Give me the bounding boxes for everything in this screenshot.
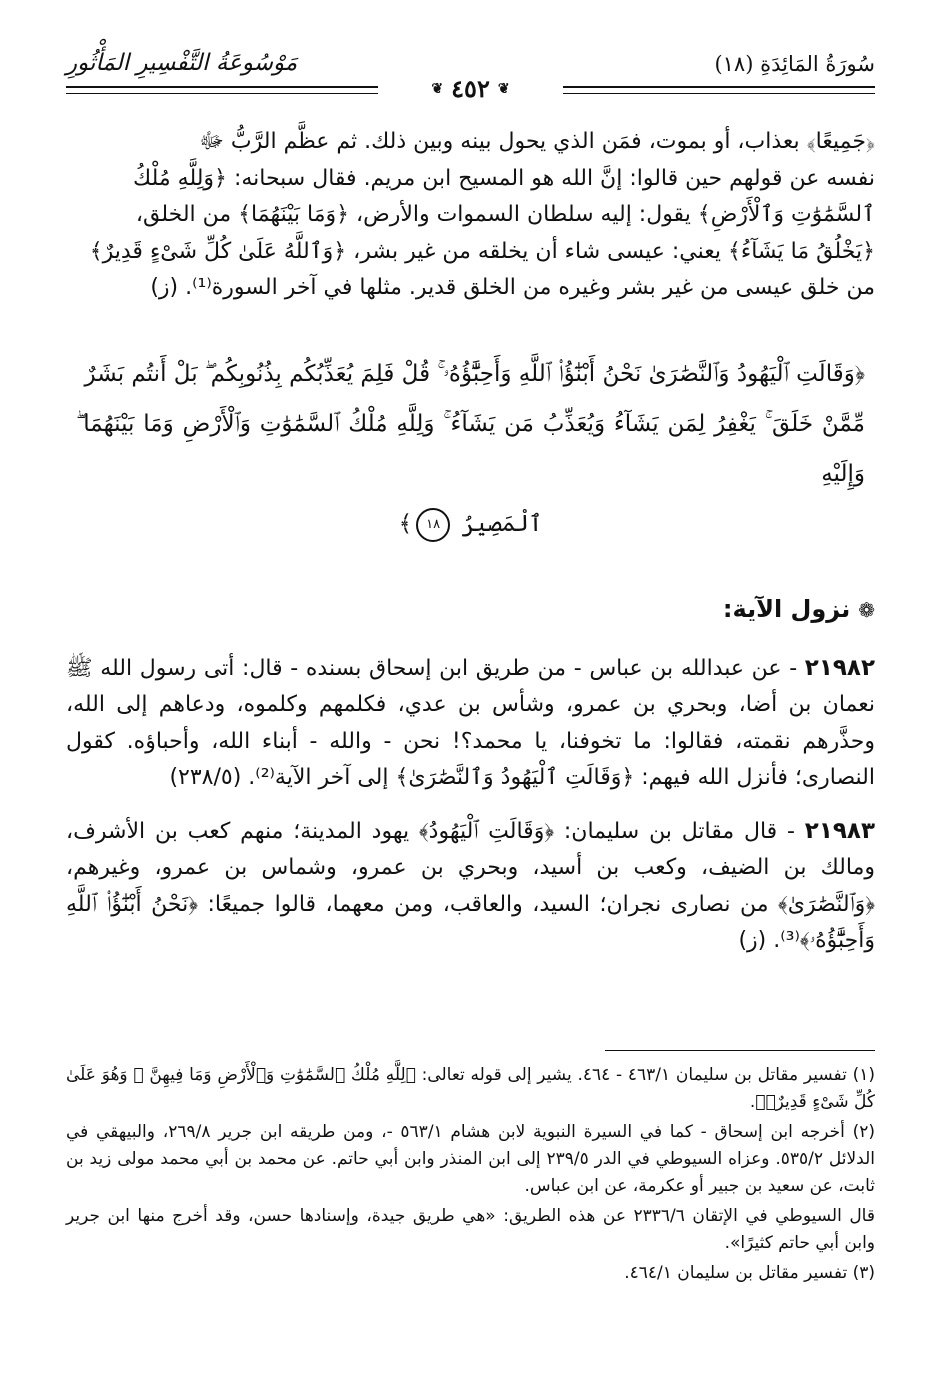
footnote-divider — [605, 1050, 875, 1051]
ornament-icon: ❦ — [497, 80, 510, 97]
entry-number: ٢١٩٨٣ — [804, 817, 875, 844]
footnote: قال السيوطي في الإتقان ٢٣٣٦/٦ عن هذه الطريق: «هي طريق جيدة، وإسنادها حسن، وقد أخرج منها ابن جرير وابن أبي حاتم كثيرًا». — [66, 1206, 875, 1253]
verse-line: ٱلْمَصِيرُ — [461, 510, 543, 537]
page-number-group — [431, 74, 509, 103]
footnotes — [66, 1062, 875, 1290]
text-line: نفسه عن قولهم حين قالوا: إنَّ الله هو المسيح ابن مريم. فقال سبحانه: ﴿وَلِلَّهِ مُلْكُ — [133, 165, 875, 191]
text-line: ٱلسَّمَٰوَٰتِ وَٱلْأَرْضِ﴾ يقول: إليه سلطان السموات والأرض، ﴿وَمَا بَيْنَهُمَا﴾ من الخلق، — [135, 202, 875, 227]
footnote: (١) تفسير مقاتل بن سليمان ٤٦٣/١ - ٤٦٤. يشير إلى قوله تعالى: ﴿لِلَّهِ مُلْكُ ٱلسَّمَٰوَٰتِ وَٱلْأَرْضِ وَمَا فِيهِنَّ ۚ وَهُوَ عَلَىٰ كُلِّ شَىْءٍ قَدِيرٌۢ﴾. — [66, 1065, 875, 1112]
verse-line: مِّمَّنْ خَلَقَ ۚ يَغْفِرُ لِمَن يَشَآءُ وَيُعَذِّبُ مَن يَشَآءُ ۚ وَلِلَّهِ مُلْكُ ٱلسَّمَٰوَٰتِ وَٱلْأَرْضِ وَمَا بَيْنَهُمَا ۖ وَإِلَيْهِ — [76, 410, 865, 487]
surah-title: سُورَةُ المَائِدَةِ (١٨) — [714, 52, 875, 76]
header-rule-left — [66, 86, 378, 94]
section-heading-text: نزول الآية: — [722, 594, 851, 623]
narration-entry — [66, 650, 875, 797]
text-line: من خلق عيسى من غير بشر وغيره من الخلق قدير. مثلها في آخر السورة⁽¹⁾. (ز) — [150, 275, 875, 300]
book-title: مَوْسُوعَةُ التَّفْسِيرِ المَأْثُورِ — [66, 50, 298, 76]
main-content — [66, 124, 875, 960]
entry-number: ٢١٩٨٢ — [804, 654, 875, 681]
text-line: ﴿جَمِيعًا﴾ بعذاب، أو بموت، فمَن الذي يحول بينه وبين ذلك. ثم عظَّم الرَّبُّ ﷻ — [199, 129, 875, 154]
narration-entry — [66, 813, 875, 960]
verse-end-line — [76, 499, 865, 549]
header-rule-right — [563, 86, 875, 94]
entry-text: - قال مقاتل بن سليمان: ﴿وَقَالَتِ ٱلْيَهُودُ﴾ يهود المدينة؛ منهم كعب بن الأشرف، ومالك بن الضيف، وكعب بن أسيد، وبحري بن عمرو، وشماس بن عمرو، وغيرهم، ﴿وَٱلنَّصَٰرَىٰ﴾ من نصارى نجران؛ السيد، والعاقب، ومن معهما، قالوا جميعًا: ﴿نَحْنُ أَبْنَٰٓؤُا۟ ٱللَّهِ وَأَحِبَّٰٓؤُهُۥ﴾⁽³⁾. (ز) — [66, 818, 875, 953]
section-heading — [66, 589, 875, 630]
verse-close-bracket: ﴾ — [398, 510, 413, 537]
footnote: (٢) أخرجه ابن إسحاق - كما في السيرة النبوية لابن هشام ٥٦٣/١ -، ومن طريقه ابن جرير ٢٦٩/٨، والبيهقي في الدلائل ٥٣٥/٢. وعزاه السيوطي في الدر ٢٣٩/٥ إلى ابن المنذر وابن أبي حاتم. عن محمد بن أبي محمد مولى زيد بن ثابت، عن سعيد بن جبير أو عكرمة، عن ابن عباس. — [66, 1122, 875, 1196]
page-number: ٤٥٢ — [451, 74, 490, 103]
entry-text: - عن عبدالله بن عباس - من طريق ابن إسحاق بسنده - قال: أتى رسول الله ﷺ نعمان بن أضا، وبحري بن عمرو، وشأس بن عدي، فكلمهم وكلموه، ودعاهم إلى الله، وحذَّرهم نقمته، فقالوا: ما تخوفنا، يا محمد؟! نحن - والله - أبناء الله، وأحباؤه. كقول النصارى؛ فأنزل الله فيهم: ﴿وَقَالَتِ ٱلْيَهُودُ وَٱلنَّصَٰرَىٰ﴾ إلى آخر الآية⁽²⁾. (٢٣٨/٥) — [66, 655, 875, 790]
flower-icon: ❁ — [858, 597, 875, 622]
footnote: (٣) تفسير مقاتل بن سليمان ٤٦٤/١. — [624, 1263, 875, 1283]
text-line: ﴿يَخْلُقُ مَا يَشَآءُ﴾ يعني: عيسى شاء أن يخلقه من غير بشر، ﴿وَٱللَّهُ عَلَىٰ كُلِّ شَىْءٍ قَدِيرٌ﴾ — [89, 238, 875, 264]
quran-verse — [66, 349, 875, 549]
ayah-number-marker: ١٨ — [416, 508, 450, 542]
tafsir-paragraph — [66, 124, 875, 307]
verse-line: ﴿وَقَالَتِ ٱلْيَهُودُ وَٱلنَّصَٰرَىٰ نَحْنُ أَبْنَٰٓؤُا۟ ٱللَّهِ وَأَحِبَّٰٓؤُهُۥ ۚ قُلْ فَلِمَ يُعَذِّبُكُم بِذُنُوبِكُم ۖ بَلْ أَنتُم بَشَرٌ — [84, 360, 865, 387]
ornament-icon: ❦ — [431, 80, 444, 97]
page-header — [66, 46, 875, 106]
